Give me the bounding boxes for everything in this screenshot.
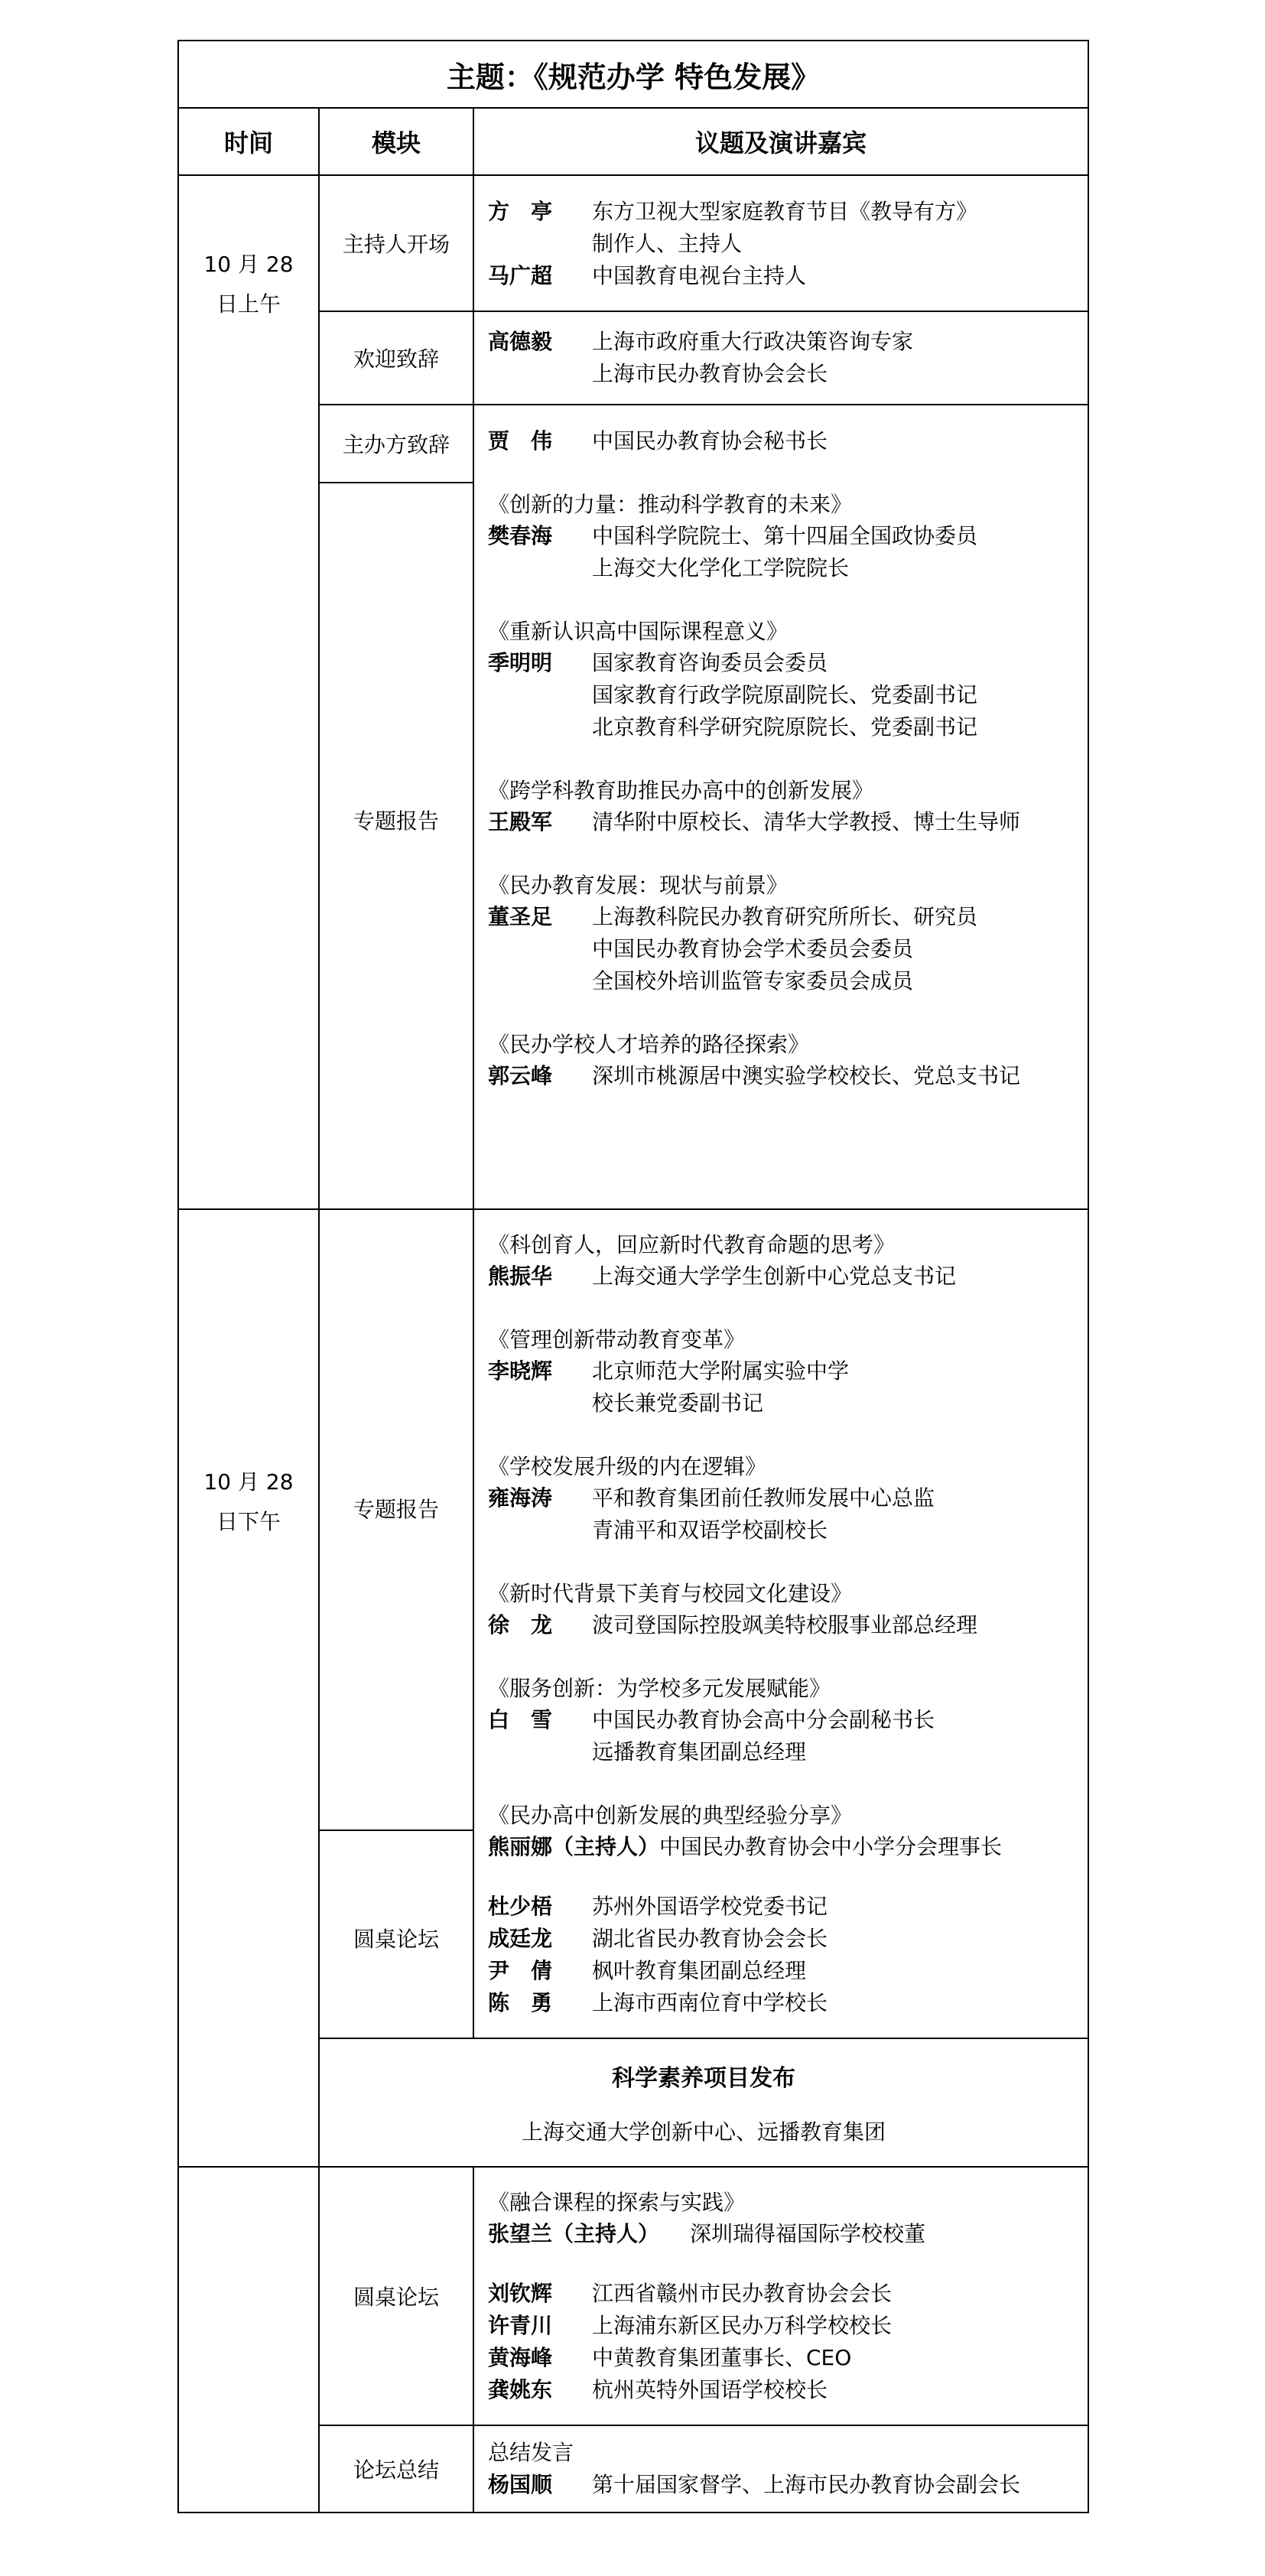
speaker-title: 东方卫视大型家庭教育节目《教导有方》 xyxy=(592,199,978,224)
speaker-title: 上海市政府重大行政决策咨询专家 xyxy=(592,329,914,354)
speaker-title: 上海市西南位育中学校长 xyxy=(592,1990,828,2015)
speaker-row xyxy=(488,326,1074,390)
speaker-title: 中黄教育集团董事长、CEO xyxy=(592,2345,852,2370)
speaker-title: 全国校外培训监管专家委员会成员 xyxy=(592,968,914,994)
report-topic: 《民办学校人才培养的路径探索》 xyxy=(488,1032,810,1057)
speaker-name: 樊春海 xyxy=(488,523,553,548)
release-title: 科学素养项目发布 xyxy=(612,2065,795,2092)
report-topic: 《学校发展升级的内在逻辑》 xyxy=(488,1454,767,1479)
speaker-name: 高德毅 xyxy=(488,329,553,354)
speaker-row xyxy=(488,2342,1074,2374)
report-topic: 《民办教育发展：现状与前景》 xyxy=(488,873,789,898)
speaker-name: 方 亭 xyxy=(488,199,553,224)
report-block xyxy=(488,870,1074,997)
report-topic: 《创新的力量：推动科学教育的未来》 xyxy=(488,492,853,517)
speaker-name: 季明明 xyxy=(488,650,553,675)
report-block xyxy=(488,1029,1074,1092)
speaker-title: 中国民办教育协会高中分会副秘书长 xyxy=(592,1707,935,1732)
speaker-title: 湖北省民办教育协会会长 xyxy=(592,1926,828,1951)
roundtable-host xyxy=(488,1831,1074,1863)
report-block xyxy=(488,776,1074,838)
speaker-name: 成廷龙 xyxy=(488,1926,553,1951)
speaker-row xyxy=(488,647,1074,743)
module-roundtable-2: 圆桌论坛 xyxy=(319,2167,473,2425)
speaker-row xyxy=(488,1955,1074,1987)
speaker-name: 杜少梧 xyxy=(488,1894,553,1919)
speaker-title: 上海教科院民办教育研究所所长、研究员 xyxy=(592,904,978,929)
host-title: 中国民办教育协会中小学分会理事长 xyxy=(659,1834,1003,1859)
host-name: 熊丽娜（主持人） xyxy=(488,1834,660,1859)
speaker-title: 远播教育集团副总经理 xyxy=(592,1739,807,1764)
content-morning-reports xyxy=(473,405,1088,1209)
time-afternoon-continued xyxy=(178,2167,319,2425)
roundtable-spacer xyxy=(488,1863,1074,1891)
speaker-row xyxy=(488,2310,1074,2342)
speaker-name: 贾 伟 xyxy=(488,428,553,454)
speaker-name: 郭云峰 xyxy=(488,1063,553,1088)
speaker-titles xyxy=(592,806,1074,838)
speaker-title: 杭州英特外国语学校校长 xyxy=(592,2377,828,2402)
host-title: 深圳瑞得福国际学校校董 xyxy=(690,2221,926,2246)
roundtable-host xyxy=(488,2218,1074,2250)
header-content: 议题及演讲嘉宾 xyxy=(473,108,1088,175)
speaker-titles xyxy=(592,647,1074,743)
speaker-titles xyxy=(592,1060,1074,1092)
module-welcome: 欢迎致辞 xyxy=(319,311,473,405)
release-orgs: 上海交通大学创新中心、远播教育集团 xyxy=(522,2119,886,2145)
speaker-name: 黄海峰 xyxy=(488,2345,553,2370)
time-afternoon xyxy=(178,1209,319,2167)
speaker-title: 北京教育科学研究院原院长、党委副书记 xyxy=(592,714,978,740)
speaker-titles xyxy=(592,1955,1074,1987)
report-block xyxy=(488,1230,1074,1293)
speaker-titles xyxy=(592,520,1074,584)
speaker-title: 上海交大化学化工学院院长 xyxy=(592,555,850,581)
report-topic: 《科创育人，回应新时代教育命题的思考》 xyxy=(488,1232,896,1257)
speaker-title: 上海浦东新区民办万科学校校长 xyxy=(592,2313,893,2338)
report-block xyxy=(488,616,1074,743)
speaker-name: 董圣足 xyxy=(488,904,553,929)
speaker-title: 中国民办教育协会学术委员会委员 xyxy=(592,936,914,961)
content-welcome xyxy=(473,311,1088,405)
speaker-titles xyxy=(592,1704,1074,1768)
speaker-row xyxy=(488,1609,1074,1641)
speaker-row xyxy=(488,196,1074,260)
roundtable-topic: 《民办高中创新发展的典型经验分享》 xyxy=(488,1803,853,1828)
time-morning-date: 10 月 28 xyxy=(203,252,294,277)
speaker-titles xyxy=(592,1987,1074,2019)
speaker-row xyxy=(488,2374,1074,2406)
speaker-row xyxy=(488,1260,1074,1293)
speaker-name: 刘钦辉 xyxy=(488,2281,553,2306)
content-host-opening xyxy=(473,175,1088,311)
content-summary xyxy=(473,2425,1088,2513)
speaker-row xyxy=(488,1060,1074,1092)
speaker-titles xyxy=(592,2342,1074,2374)
summary-intro: 总结发言 xyxy=(488,2440,574,2465)
speaker-titles xyxy=(592,1891,1074,1923)
header-module: 模块 xyxy=(319,108,473,175)
speaker-titles xyxy=(592,326,1074,390)
speaker-title: 江西省赣州市民办教育协会会长 xyxy=(592,2281,893,2306)
speaker-titles xyxy=(592,260,1074,292)
speaker-row xyxy=(488,425,1074,457)
speaker-titles xyxy=(592,2310,1074,2342)
speaker-titles xyxy=(592,1260,1074,1293)
speaker-row xyxy=(488,1704,1074,1768)
speaker-name: 熊振华 xyxy=(488,1264,553,1289)
speaker-row xyxy=(488,1355,1074,1420)
speaker-titles xyxy=(592,1482,1074,1547)
speaker-titles xyxy=(592,425,1074,457)
speaker-row xyxy=(488,1923,1074,1955)
speaker-title: 波司登国际控股飒美特校服事业部总经理 xyxy=(592,1612,978,1638)
speaker-titles xyxy=(592,1923,1074,1955)
speaker-name: 白 雪 xyxy=(488,1707,553,1732)
speaker-name: 尹 倩 xyxy=(488,1958,553,1983)
speaker-title: 国家教育行政学院原副院长、党委副书记 xyxy=(592,682,978,707)
roundtable-spacer xyxy=(488,2250,1074,2278)
speaker-name: 马广超 xyxy=(488,263,553,288)
speaker-title: 中国民办教育协会秘书长 xyxy=(592,428,828,454)
host-name: 张望兰（主持人） xyxy=(488,2221,660,2246)
speaker-titles xyxy=(592,2278,1074,2310)
time-morning xyxy=(178,175,319,1209)
speaker-row xyxy=(488,260,1074,292)
report-topic: 《跨学科教育助推民办高中的创新发展》 xyxy=(488,778,874,803)
module-afternoon-report: 专题报告 xyxy=(319,1209,473,1830)
speaker-row xyxy=(488,2278,1074,2310)
speaker-title: 清华附中原校长、清华大学教授、博士生导师 xyxy=(592,809,1021,834)
speaker-row xyxy=(488,1891,1074,1923)
speaker-title: 上海市民办教育协会会长 xyxy=(592,361,828,386)
time-afternoon-period: 日下午 xyxy=(216,1509,281,1534)
module-host-opening: 主持人开场 xyxy=(319,175,473,311)
speaker-title: 平和教育集团前任教师发展中心总监 xyxy=(592,1485,935,1511)
speaker-row xyxy=(488,901,1074,997)
speaker-title: 制作人、主持人 xyxy=(592,231,743,256)
speaker-name: 杨国顺 xyxy=(488,2472,553,2497)
report-topic: 《新时代背景下美育与校园文化建设》 xyxy=(488,1581,853,1606)
speaker-titles xyxy=(592,196,1074,260)
speaker-titles xyxy=(592,1609,1074,1641)
time-afternoon-end xyxy=(178,2425,319,2513)
speaker-title: 北京师范大学附属实验中学 xyxy=(592,1358,850,1384)
speaker-name: 李晓辉 xyxy=(488,1358,553,1384)
report-topic: 《管理创新带动教育变革》 xyxy=(488,1327,746,1352)
speaker-row xyxy=(488,806,1074,838)
speaker-title: 深圳市桃源居中澳实验学校校长、党总支书记 xyxy=(592,1063,1021,1088)
speaker-name: 徐 龙 xyxy=(488,1612,553,1638)
speaker-title: 苏州外国语学校党委书记 xyxy=(592,1894,828,1919)
report-block xyxy=(488,1579,1074,1641)
speaker-row xyxy=(488,1987,1074,2019)
report-topic: 《重新认识高中国际课程意义》 xyxy=(488,619,789,644)
module-organizer: 主办方致辞 xyxy=(319,405,473,483)
time-afternoon-date: 10 月 28 xyxy=(203,1469,294,1495)
speaker-title: 第十届国家督学、上海市民办教育协会副会长 xyxy=(592,2472,1021,2497)
speaker-name: 雍海涛 xyxy=(488,1485,553,1511)
report-topic: 《服务创新：为学校多元发展赋能》 xyxy=(488,1676,831,1701)
report-block xyxy=(488,490,1074,584)
roundtable-topic: 《融合课程的探索与实践》 xyxy=(488,2190,746,2215)
speaker-titles xyxy=(592,901,1074,997)
release-cell xyxy=(319,2038,1088,2167)
speaker-title: 国家教育咨询委员会委员 xyxy=(592,650,828,675)
time-morning-period: 日上午 xyxy=(216,291,281,317)
summary-speaker xyxy=(488,2469,1074,2501)
module-summary: 论坛总结 xyxy=(319,2425,473,2513)
header-time: 时间 xyxy=(178,108,319,175)
content-roundtable-2 xyxy=(473,2167,1088,2425)
speaker-title: 上海交通大学学生创新中心党总支书记 xyxy=(592,1264,957,1289)
report-block xyxy=(488,1673,1074,1768)
agenda-title: 主题：《规范办学 特色发展》 xyxy=(178,41,1088,108)
speaker-name: 许青川 xyxy=(488,2313,553,2338)
speaker-title: 枫叶教育集团副总经理 xyxy=(592,1958,807,1983)
module-roundtable-1: 圆桌论坛 xyxy=(319,1830,473,2038)
report-block xyxy=(488,1452,1074,1547)
module-morning-report: 专题报告 xyxy=(319,483,473,1209)
speaker-titles xyxy=(592,1355,1074,1420)
speaker-title: 中国教育电视台主持人 xyxy=(592,263,807,288)
content-afternoon-reports xyxy=(473,1209,1088,2038)
speaker-row xyxy=(488,520,1074,584)
speaker-name: 龚姚东 xyxy=(488,2377,553,2402)
agenda-table xyxy=(177,40,1089,2513)
speaker-name: 王殿军 xyxy=(488,809,553,834)
speaker-title: 青浦平和双语学校副校长 xyxy=(592,1517,828,1543)
report-block xyxy=(488,1325,1074,1420)
speaker-title: 校长兼党委副书记 xyxy=(592,1390,764,1416)
speaker-title: 中国科学院院士、第十四届全国政协委员 xyxy=(592,523,978,548)
speaker-name: 陈 勇 xyxy=(488,1990,553,2015)
speaker-row xyxy=(488,1482,1074,1547)
speaker-titles xyxy=(592,2374,1074,2406)
